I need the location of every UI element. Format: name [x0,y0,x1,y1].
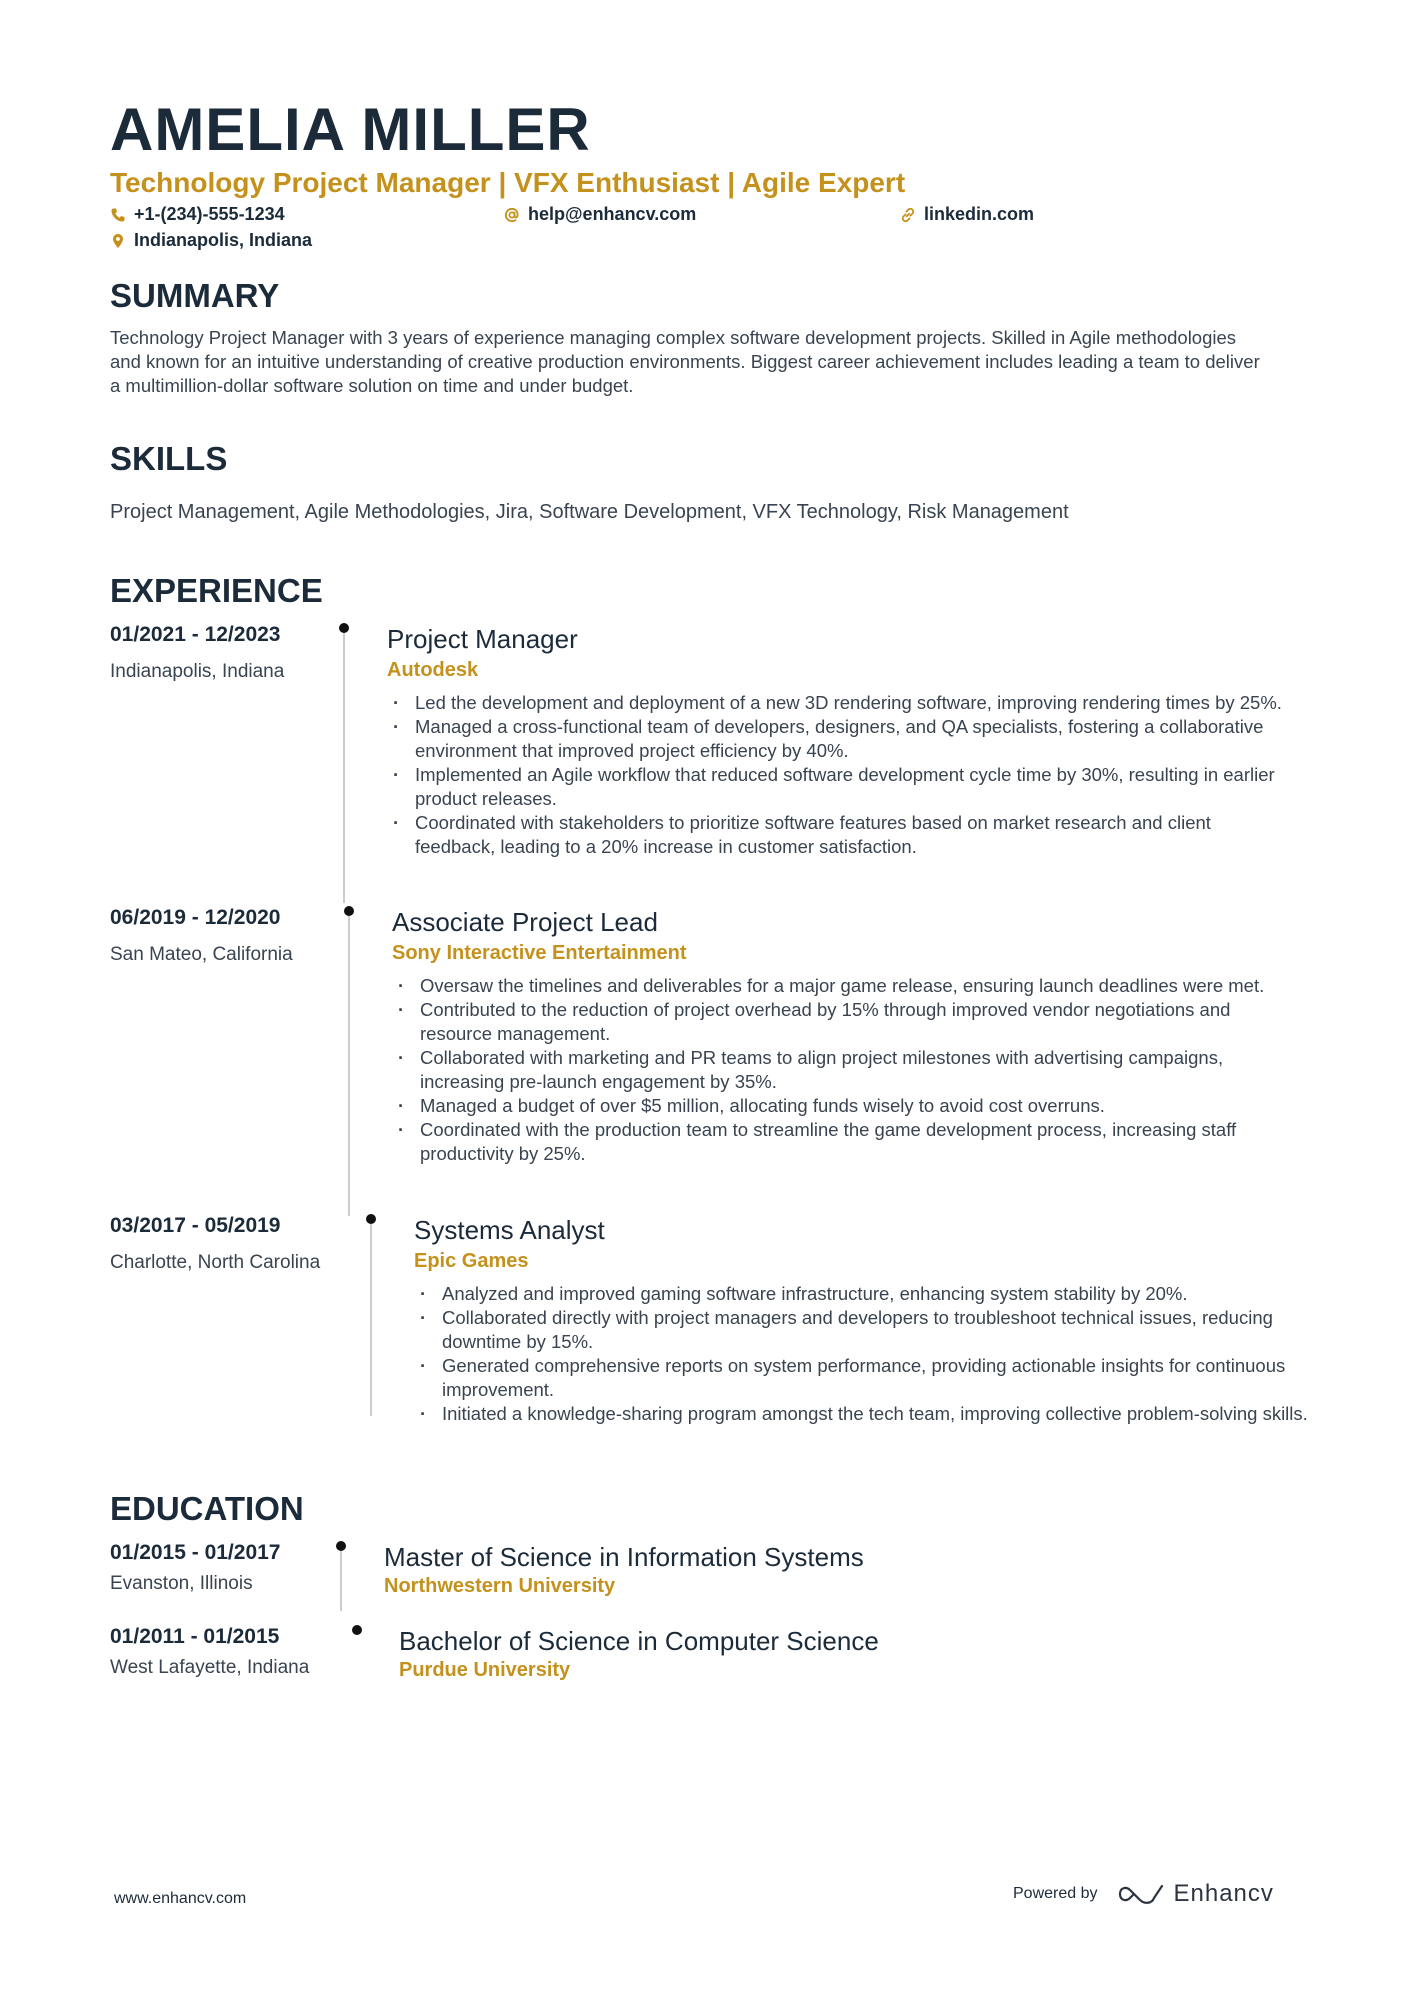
timeline-line [370,1224,372,1416]
job-location: Charlotte, North Carolina [110,1252,321,1273]
linkedin-text: linkedin.com [924,204,1035,224]
brand-name: Enhancv [1173,1880,1274,1907]
job-bullet: · Oversaw the timelines and deliverables for a major game release, ensuring launch deadlines were met. [392,974,1292,998]
timeline-dot [352,1625,362,1635]
job-company: Epic Games [414,1250,529,1272]
enhancv-logo[interactable] [1118,1880,1274,1908]
edu-school: Northwestern University [384,1575,616,1597]
phone-contact [110,204,285,225]
job-bullet: · Generated comprehensive reports on system performance, providing actionable insights for continuous improvement. [414,1354,1314,1402]
job-role: Project Manager [387,624,578,654]
job-content [414,1214,1314,1426]
edu-content [399,1625,1299,1683]
edu-dates: 01/2011 - 01/2015 [110,1625,280,1648]
timeline-dot [344,906,354,916]
timeline-dot [336,1541,346,1551]
job-location: San Mateo, California [110,944,293,965]
job-role: Systems Analyst [414,1215,605,1245]
job-bullet: · Initiated a knowledge-sharing program amongst the tech team, improving collective problem-solving skills. [414,1402,1314,1426]
job-bullet: · Analyzed and improved gaming software infrastructure, enhancing system stability by 20%. [414,1282,1314,1306]
job-bullet: · Implemented an Agile workflow that reduced software development cycle time by 30%, resulting in earlier product releases. [387,763,1287,811]
job-location: Indianapolis, Indiana [110,661,285,682]
timeline-line [348,916,350,1216]
email-contact[interactable] [504,204,696,225]
edu-location: West Lafayette, Indiana [110,1657,310,1678]
job-dates: 01/2021 - 12/2023 [110,623,281,646]
job-dates: 03/2017 - 05/2019 [110,1214,281,1237]
at-icon [504,207,520,223]
summary-text: Technology Project Manager with 3 years of experience managing complex software development projects. Skilled in Agile methodologies and known for an intuitive understanding of creative production environments. Biggest career achievement includes leading a team to deliver a multimillion-dollar software solution on time and under budget. [110,327,1260,396]
skills-section [110,439,1069,524]
link-icon [900,207,916,223]
enhancv-logo-icon [1118,1882,1164,1906]
summary-heading: SUMMARY [110,277,280,314]
job-company: Autodesk [387,659,479,681]
job-bullet: · Contributed to the reduction of project overhead by 15% through improved vendor negotiations and resource management. [392,998,1292,1046]
timeline-line [343,633,345,903]
job-bullet: · Coordinated with the production team to streamline the game development process, increasing staff productivity by 25%. [392,1118,1292,1166]
job-bullet: · Led the development and deployment of a new 3D rendering software, improving rendering times by 25%. [387,691,1287,715]
job-dates: 06/2019 - 12/2020 [110,906,281,929]
phone-icon [110,207,126,223]
footer-branding [1013,1880,1274,1908]
job-content [387,623,1287,859]
contact-info [110,204,1310,260]
job-bullets [414,1282,1314,1426]
job-bullet: · Coordinated with stakeholders to prioritize software features based on market research and client feedback, leading to a 20% increase in customer satisfaction. [387,811,1287,859]
edu-content [384,1541,1284,1599]
job-bullet: · Managed a budget of over $5 million, allocating funds wisely to avoid cost overruns. [392,1094,1292,1118]
job-bullet: · Collaborated directly with project managers and developers to troubleshoot technical issues, reducing downtime by 15%. [414,1306,1314,1354]
linkedin-contact[interactable] [900,204,1034,225]
skills-heading: SKILLS [110,440,228,477]
experience-heading: EXPERIENCE [110,572,323,609]
location-pin-icon [110,233,126,249]
timeline-dot [339,623,349,633]
experience-section [110,571,1310,1424]
email-text: help@enhancv.com [528,204,697,224]
edu-dates: 01/2015 - 01/2017 [110,1541,281,1564]
timeline-line [340,1551,342,1611]
education-heading: EDUCATION [110,1490,304,1527]
edu-school: Purdue University [399,1659,571,1681]
summary-section [110,276,1310,398]
edu-degree: Master of Science in Information Systems [384,1542,864,1572]
job-content [392,906,1292,1166]
job-company: Sony Interactive Entertainment [392,942,687,964]
candidate-name: AMELIA MILLER [110,96,591,163]
job-bullets [392,974,1292,1166]
job-bullet: · Collaborated with marketing and PR teams to align project milestones with advertising campaigns, increasing pre-launch engagement by 35%. [392,1046,1292,1094]
resume-page [110,96,1310,1681]
location-contact [110,230,312,251]
job-role: Associate Project Lead [392,907,658,937]
phone-text: +1-(234)-555-1234 [134,204,285,224]
candidate-title: Technology Project Manager | VFX Enthusiast | Agile Expert [110,167,906,198]
job-bullet: · Managed a cross-functional team of developers, designers, and QA specialists, fostering a collaborative environment that improved project efficiency by 40%. [387,715,1287,763]
location-text: Indianapolis, Indiana [134,230,313,250]
education-section [110,1489,1310,1681]
edu-degree: Bachelor of Science in Computer Science [399,1626,879,1656]
timeline-dot [366,1214,376,1224]
edu-location: Evanston, Illinois [110,1573,253,1594]
skills-text: Project Management, Agile Methodologies, Jira, Software Development, VFX Technology, Risk Management [110,501,1069,523]
footer-website[interactable]: www.enhancv.com [114,1890,247,1907]
powered-by-label: Powered by [1013,1885,1098,1902]
job-bullets [387,691,1287,859]
